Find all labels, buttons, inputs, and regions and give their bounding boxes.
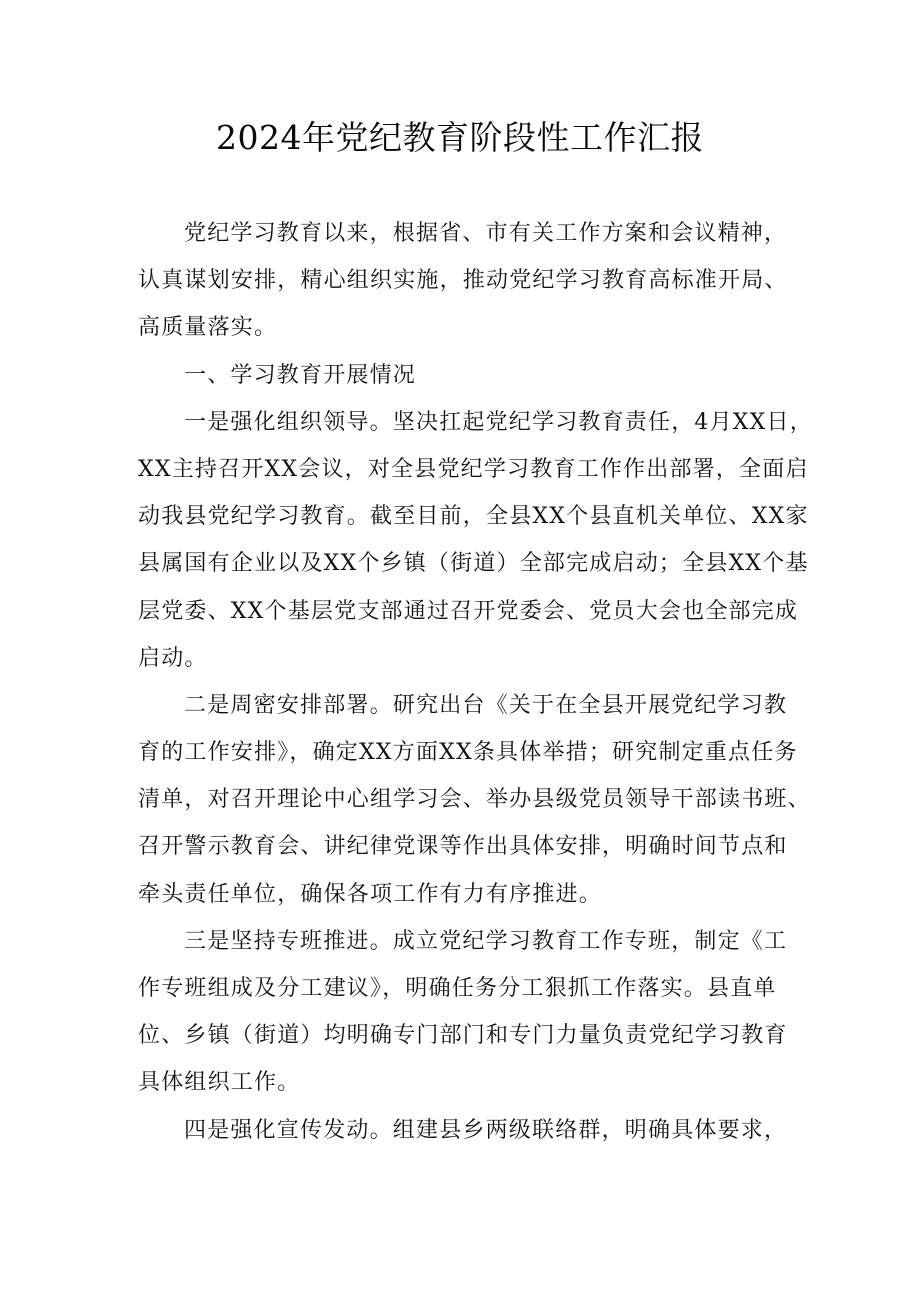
text-line: 清单，对召开理论中心组学习会、举办县级党员领导干部读书班、 — [138, 787, 811, 813]
paragraph-task-force — [138, 918, 798, 1107]
text-line: 启动。 — [138, 645, 208, 671]
document-title: 2024年党纪教育阶段性工作汇报 — [216, 118, 704, 157]
document-body — [138, 210, 813, 1154]
text-line: 四是强化宣传发动。组建县乡两级联络群，明确具体要求， — [184, 1117, 788, 1143]
paragraph-intro — [138, 210, 798, 352]
text-line: 层党委、XX个基层党支部通过召开党委会、党员大会也全部完成 — [138, 598, 799, 624]
text-line: 动我县党纪学习教育。截至目前，全县XX个县直机关单位、XX家 — [138, 504, 809, 530]
text-line: 一、学习教育开展情况 — [184, 362, 417, 388]
text-line: 县属国有企业以及XX个乡镇（街道）全部完成启动；全县XX个基 — [138, 551, 809, 577]
text-line: 具体组织工作。 — [138, 1070, 301, 1096]
text-line: 党纪学习教育以来，根据省、市有关工作方案和会议精神， — [184, 221, 788, 246]
text-line: 牵头责任单位，确保各项工作有力有序推进。 — [138, 881, 603, 907]
text-line: 一是强化组织领导。坚决扛起党纪学习教育责任，4月XX日， — [184, 409, 813, 435]
section-heading — [138, 352, 798, 399]
text-line: 位、乡镇（街道）均明确专门部门和专门力量负责党纪学习教育 — [138, 1023, 788, 1049]
text-line: XX主持召开XX会议，对全县党纪学习教育工作作出部署，全面启 — [138, 456, 809, 482]
text-line: 作专班组成及分工建议》，明确任务分工狠抓工作落实。县直单 — [138, 976, 777, 1001]
text-line: 召开警示教育会、讲纪律党课等作出具体安排，明确时间节点和 — [138, 834, 788, 860]
text-line: 高质量落实。 — [138, 315, 278, 341]
text-line: 认真谋划安排，精心组织实施，推动党纪学习教育高标准开局、 — [138, 268, 788, 294]
text-line: 三是坚持专班推进。成立党纪学习教育工作专班，制定《工 — [184, 928, 788, 954]
paragraph-organization — [138, 399, 813, 682]
text-line: 育的工作安排》，确定XX方面XX条具体举措；研究制定重点任务 — [138, 740, 798, 766]
text-line: 二是周密安排部署。研究出台《关于在全县开展党纪学习教 — [184, 692, 788, 718]
paragraph-publicity — [138, 1107, 798, 1154]
paragraph-arrangement — [138, 682, 811, 918]
